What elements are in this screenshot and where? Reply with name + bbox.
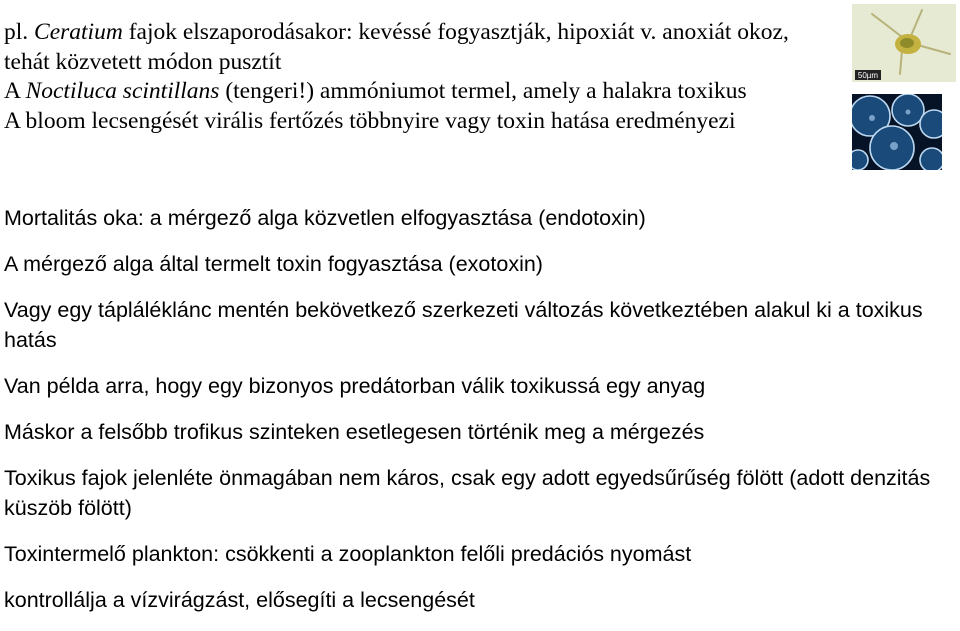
- intro-line-2: tehát közvetett módon pusztít: [4, 48, 282, 75]
- paragraph-bloom-control: kontrollálja a vízvirágzást, elősegíti a lecsengését: [4, 588, 475, 612]
- paragraph-exotoxin: A mérgező alga által termelt toxin fogyasztása (exotoxin): [4, 252, 543, 276]
- intro-line-4: A bloom lecsengését virális fertőzés többnyire vagy toxin hatása eredményezi: [4, 107, 736, 134]
- species-ceratium: Ceratium: [34, 19, 123, 45]
- intro-text-block: [4, 18, 854, 136]
- noctiluca-micrograph: [852, 94, 942, 170]
- paragraph-mortality: Mortalitás oka: a mérgező alga közvetlen elfogyasztása (endotoxin): [4, 206, 646, 230]
- paragraph-toxin-producer: Toxintermelő plankton: csökkenti a zooplankton felőli predációs nyomást: [4, 542, 692, 566]
- paragraph-food-chain: Vagy egy tápláléklánc mentén bekövetkező szerkezeti változás következtében alakul ki a toxikus hatás: [4, 298, 923, 352]
- intro-line-3: A Noctiluca scintillans (tengeri!) ammóniumot termel, amely a halakra toxikus: [4, 78, 747, 104]
- intro-line-1: pl. Ceratium fajok elszaporodásakor: kevéssé fogyasztják, hipoxiát v. anoxiát okoz,: [4, 19, 789, 45]
- scale-label: 50µm: [857, 71, 879, 80]
- species-noctiluca: Noctiluca scintillans: [25, 78, 220, 104]
- paragraph-trophic: Máskor a felsőbb trofikus szinteken esetlegesen történik meg a mérgezés: [4, 420, 705, 444]
- ceratium-micrograph: [852, 4, 956, 82]
- paragraph-density: Toxikus fajok jelenléte önmagában nem káros, csak egy adott egyedsűrűség fölött (adott denzitás küszöb fölött): [4, 466, 931, 520]
- main-text-block: [4, 203, 944, 631]
- paragraph-predator: Van példa arra, hogy egy bizonyos predátorban válik toxikussá egy anyag: [4, 374, 706, 398]
